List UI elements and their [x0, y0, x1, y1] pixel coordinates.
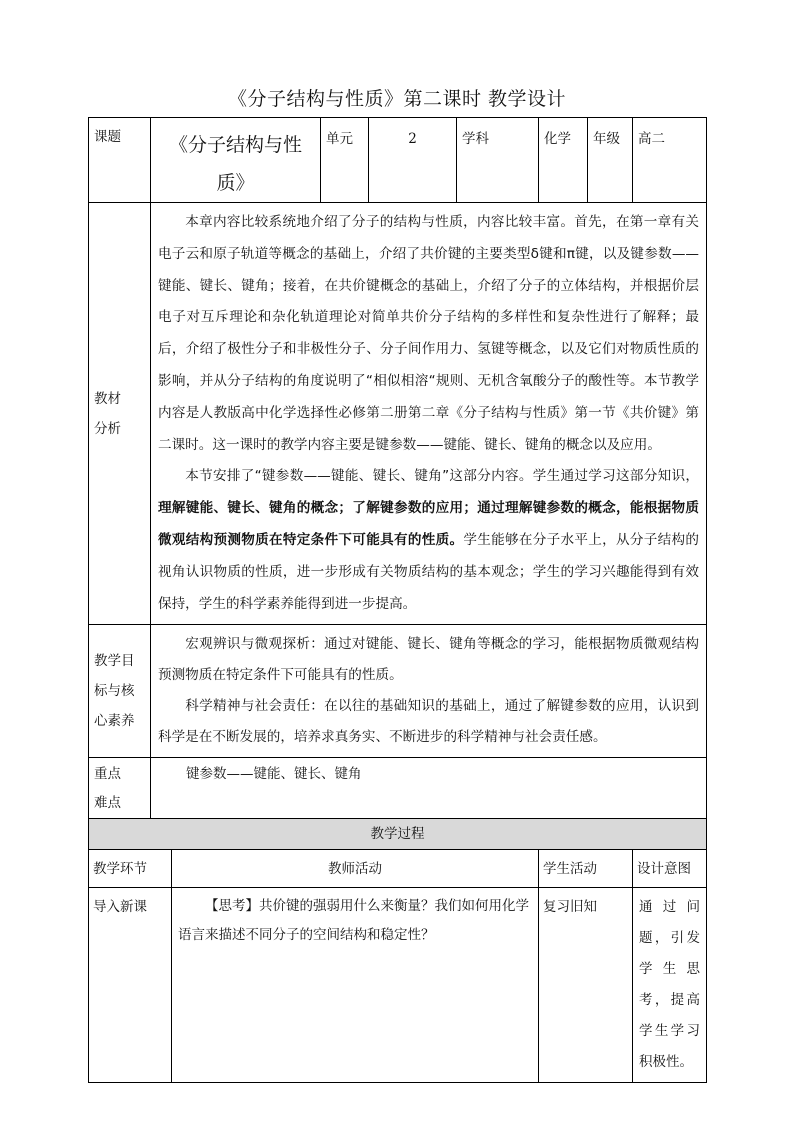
row-teacher-activity: [172, 888, 539, 1083]
goals-content: [151, 625, 707, 758]
unit-value: 2: [369, 118, 457, 203]
col-stage-header: 教学环节: [89, 850, 172, 888]
analysis-row: [89, 203, 707, 625]
row-student-activity: 复习旧知: [539, 888, 633, 1083]
analysis-paragraph-2: [158, 461, 699, 620]
key-points-label: 重点难点: [89, 758, 151, 819]
info-row: [89, 118, 707, 203]
lesson-plan-table: [88, 117, 707, 1083]
page-title: 《分子结构与性质》第二课时 教学设计: [227, 88, 567, 110]
analysis-label: 教材分析: [89, 203, 151, 625]
row-stage: 导入新课: [89, 888, 172, 1083]
process-header-row: [89, 819, 707, 850]
analysis-paragraph-1: 本章内容比较系统地介绍了分子的结构与性质，内容比较丰富。首先，在第一章有关电子云和原子轨道等概念的基础上，介绍了共价键的主要类型δ键和π键，以及键参数——键能、键长、键角；接着，在共价键概念的基础上，介绍了分子的立体结构，并根据价层电子对互斥理论和杂化轨道理论对简单共价分子结构的多样性和复杂性进行了解释；最后，介绍了极性分子和非极性分子、分子间作用力、氢键等概念，以及它们对物质性质的影响，并从分子结构的角度说明了“相似相溶“规则、无机含氧酸分子的酸性等。本节教学内容是人教版高中化学选择性必修第二册第二章《分子结构与性质》第一节《共价键》第二课时。这一课时的教学内容主要是键参数——键能、键长、键角的概念以及应用。: [158, 214, 700, 453]
table-row: [89, 888, 707, 1083]
key-points-row: [89, 758, 707, 819]
process-columns-row: [89, 850, 707, 888]
subject-label: 学科: [457, 118, 539, 203]
course-label: 课题: [89, 118, 151, 203]
col-student-header: 学生活动: [539, 850, 633, 888]
col-intent-header: 设计意图: [633, 850, 707, 888]
subject-value: 化学: [539, 118, 588, 203]
grade-label: 年级: [588, 118, 633, 203]
analysis-text: 本节安排了“键参数——键能、键长、键角”这部分内容。学生通过学习这部分知识，: [185, 468, 700, 485]
row-teacher-text: 【思考】共价键的强弱用什么来衡量？我们如何用化学语言来描述不同分子的空间结构和稳定性？: [178, 898, 529, 944]
analysis-bold-text: 理解键能、键长、键角的概念；了解键参数的应用；通过理解键参数的概念，能根据物质微观结构预测物质在特定条件下可能具有的性质。: [158, 500, 700, 548]
key-points-value: 键参数——键能、键长、键角: [151, 758, 707, 819]
goals-paragraph-1: 宏观辨识与微观探析：通过对键能、键长、键角等概念的学习，能根据物质微观结构预测物质在特定条件下可能具有的性质。: [158, 636, 700, 684]
goals-label: 教学目标与核心素养: [89, 625, 151, 758]
row-design-intent: 通过问题，引发学生思考，提高学生学习积极性。: [633, 888, 707, 1083]
analysis-content: [151, 203, 707, 625]
course-value: 《分子结构与性质》: [151, 118, 321, 203]
process-header: 教学过程: [89, 819, 707, 850]
goals-row: [89, 625, 707, 758]
col-teacher-header: 教师活动: [172, 850, 539, 888]
analysis-text: 学生能够在分子水平上，从分子结构的视角认识物质的性质，进一步形成有关物质结构的基本观念；学生的学习兴趣能得到有效保持，学生的科学素养能得到进一步提高。: [158, 531, 700, 612]
goals-paragraph-2: 科学精神与社会责任：在以往的基础知识的基础上，通过了解键参数的应用，认识到科学是在不断发展的，培养求真务实、不断进步的科学精神与社会责任感。: [158, 698, 700, 746]
unit-label: 单元: [321, 118, 369, 203]
grade-value: 高二: [633, 118, 707, 203]
